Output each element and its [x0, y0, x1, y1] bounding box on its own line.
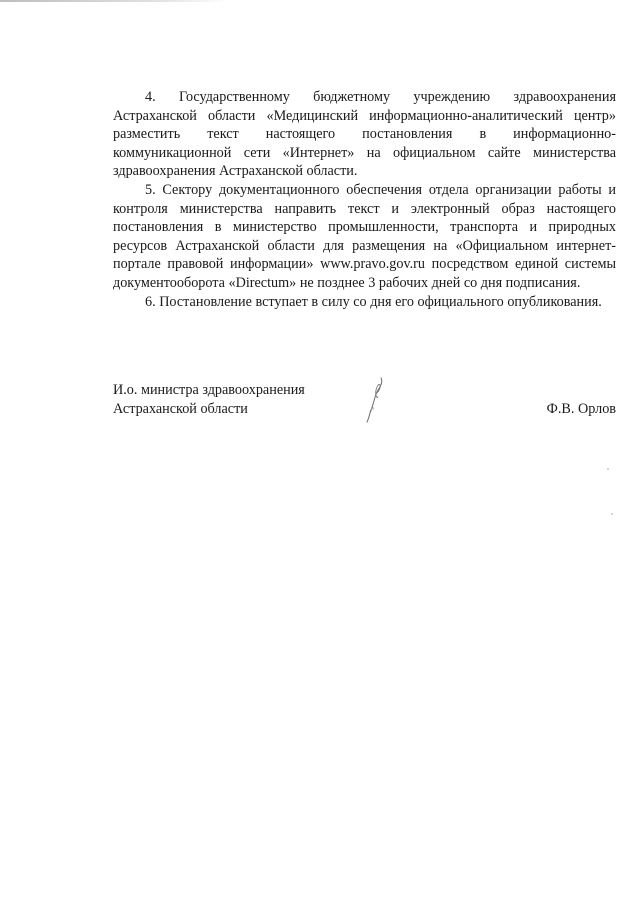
scan-speck	[611, 513, 613, 515]
scan-speck	[607, 468, 609, 470]
handwritten-signature	[361, 375, 389, 425]
signer-name: Ф.В. Орлов	[546, 400, 616, 417]
scan-edge-artifact	[0, 0, 230, 2]
paragraph-4: 4. Государственному бюджетному учреждению здравоохранения Астраханской области «Медицинский информационно-аналитический центр» разместить текст настоящего постановления в информационно-коммуникационной сети «Интернет» на официальном сайте министерства здравоохранения Астраханской области.	[113, 89, 616, 180]
paragraph-6: 6. Постановление вступает в силу со дня его официального опубликования.	[145, 293, 602, 310]
document-body	[113, 88, 616, 311]
signer-title-line-2: Астраханской области	[113, 400, 248, 417]
paragraph-5: 5. Сектору документационного обеспечения отдела организации работы и контроля министерства направить текст и электронный образ настоящего постановления в министерство промышленности, транспорта и природных ресурсов Астраханской области для размещения на «Официальном интернет-портале правовой информации» www.pravo.gov.ru посредством единой системы документооборота «Directum» не позднее 3 рабочих дней со дня подписания.	[113, 181, 616, 291]
signer-title-line-1: И.о. министра здравоохранения	[113, 382, 305, 398]
signer-title	[113, 381, 305, 418]
signature-block	[113, 381, 616, 421]
